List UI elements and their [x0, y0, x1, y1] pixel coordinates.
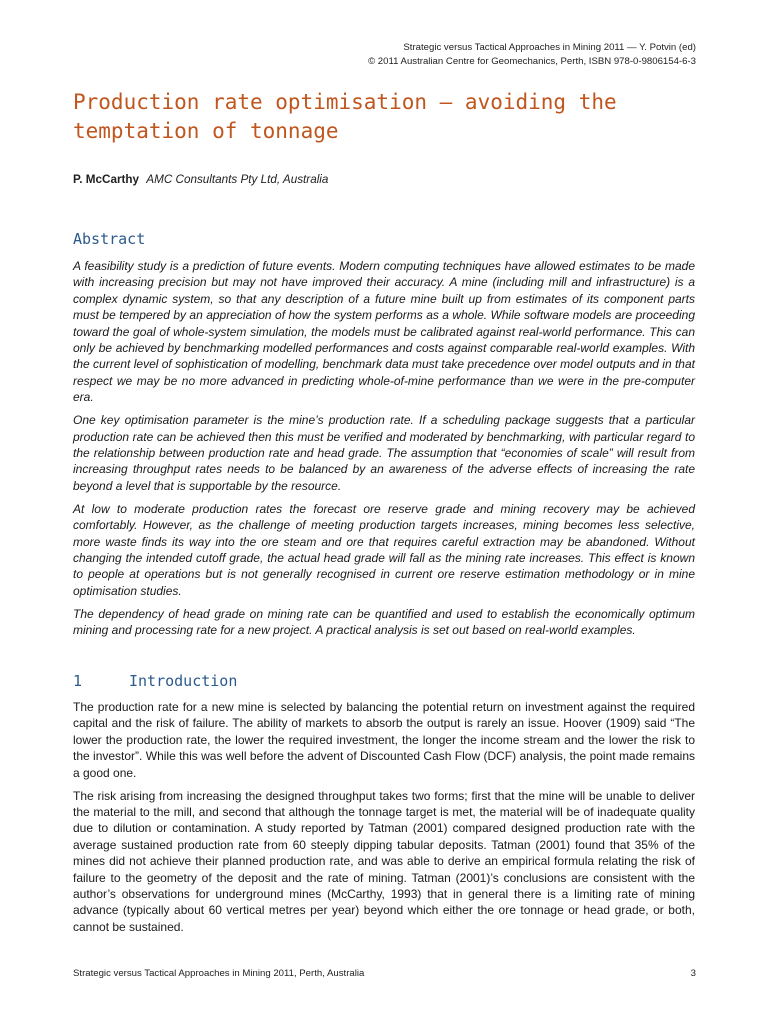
paper-title: [73, 88, 703, 146]
abstract-paragraph: A feasibility study is a prediction of future events. Modern computing techniques have allowed estimates to be made with increasing precision but may not have improved their accuracy. A mine (including mill and infrastructure) is a complex dynamic system, so that any description of a future mine built up from estimates of its component parts must be tempered by an appreciation of how the system performs as a whole. While software models are proceeding toward the goal of whole-system simulation, the models must be calibrated against real-world performance. This can only be achieved by benchmarking modelled performances and costs against comparable real-world examples. With the current level of sophistication of modelling, benchmark data must take precedence over model outputs and in that respect we may be no more advanced in predicting whole-of-mine performance than we were in the pre-computer era.: [73, 259, 695, 405]
header-line-2: © 2011 Australian Centre for Geomechanics, Perth, ISBN 978-0-9806154-6-3: [368, 56, 696, 67]
running-header: [368, 41, 696, 69]
section-number: 1: [73, 672, 83, 690]
abstract-paragraph: The dependency of head grade on mining rate can be quantified and used to establish the economically optimum mining and processing rate for a new project. A practical analysis is set out based on real-world examples.: [73, 606, 695, 638]
author-name: P. McCarthy: [73, 173, 140, 186]
body-paragraph: The risk arising from increasing the designed throughput takes two forms; first that the mine will be unable to deliver the material to the mill, and second that although the tonnage target is met, the material will be of inadequate quality due to dilution or contamination. A study reported by Tatman (2001) compared designed production rate with the average sustained production rate from 60 steeply dipping tabular deposits. Tatman (2001) found that 35% of the mines did not achieve their planned production rate, and was able to derive an empirical formula relating the risk of failure to the geometry of the deposit and the rate of mining. Tatman (2001)’s conclusions are consistent with the author’s observations for underground mines (McCarthy, 1993) that in general there is a limiting rate of mining advance (typically about 60 vertical metres per year) beyond which either the ore tonnage or head grade, or both, cannot be sustained.: [73, 788, 695, 934]
title-line-1: Production rate optimisation – avoiding the: [73, 90, 617, 114]
body-paragraph: The production rate for a new mine is selected by balancing the potential return on investment against the required capital and the risk of failure. The ability of markets to absorb the output is rarely an issue. Hoover (1909) said “The lower the production rate, the lower the required investment, the longer the income stream and the lower the risk to the investor”. While this was well before the advent of Discounted Cash Flow (DCF) analysis, the point made remains a good one.: [73, 700, 695, 780]
introduction-body: [73, 699, 695, 942]
abstract-paragraph: At low to moderate production rates the forecast ore reserve grade and mining recovery may be achieved comfortably. However, as the challenge of meeting production targets increases, mining becomes less selective, more waste finds its way into the ore steam and ore that requires careful extraction may be abandoned. Without changing the intended cutoff grade, the actual head grade will fall as the mining rate increases. This effect is known to people at operations but is not generally recognised in current ore reserve estimation methodology or in mine optimisation studies.: [73, 501, 695, 598]
abstract-heading: Abstract: [73, 230, 146, 248]
abstract-body: [73, 258, 695, 645]
section-title: Introduction: [129, 672, 238, 690]
author-line: [73, 173, 328, 186]
title-line-2: temptation of tonnage: [73, 119, 339, 143]
author-affiliation: AMC Consultants Pty Ltd, Australia: [146, 173, 329, 186]
running-footer: [73, 968, 696, 979]
page-number: 3: [690, 968, 696, 979]
abstract-paragraph: One key optimisation parameter is the mine’s production rate. If a scheduling package suggests that a particular production rate can be achieved then this must be verified and moderated by benchmarking, with particular regard to the relationship between production rate and head grade. The assumption that “economies of scale” will result from increasing throughput rates needs to be balanced by an awareness of the adverse effects of increasing the rate beyond a level that is supportable by the resource.: [73, 413, 695, 493]
introduction-heading: [73, 672, 237, 690]
header-line-1: Strategic versus Tactical Approaches in Mining 2011 — Y. Potvin (ed): [403, 42, 696, 53]
footer-text: Strategic versus Tactical Approaches in Mining 2011, Perth, Australia: [73, 968, 365, 979]
